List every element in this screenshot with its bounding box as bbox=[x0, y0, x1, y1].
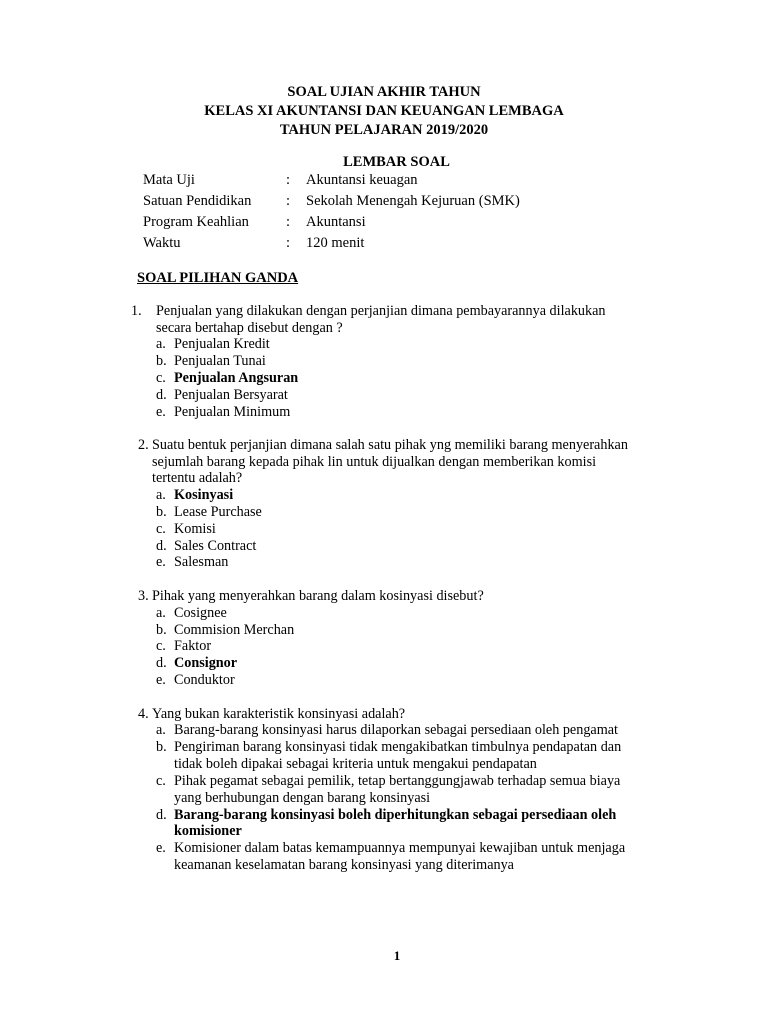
section-title: SOAL PILIHAN GANDA bbox=[137, 270, 299, 286]
academic-year: TAHUN PELAJARAN 2019/2020 bbox=[279, 122, 489, 138]
info-label: Waktu bbox=[143, 235, 181, 251]
option-letter: c. bbox=[156, 370, 166, 386]
option-text: Commision Merchan bbox=[174, 622, 295, 638]
option-text: Lease Purchase bbox=[174, 504, 262, 520]
question-number: 4. bbox=[138, 706, 149, 722]
option-text-answer: Kosinyasi bbox=[174, 487, 234, 503]
option-letter: e. bbox=[156, 554, 166, 570]
option-letter: d. bbox=[156, 387, 167, 403]
option-letter: b. bbox=[156, 353, 167, 369]
question-number: 2. bbox=[138, 437, 149, 453]
option-letter: d. bbox=[156, 807, 167, 823]
option-letter: c. bbox=[156, 521, 166, 537]
option-text: Penjualan Minimum bbox=[174, 404, 291, 420]
info-value: Akuntansi bbox=[306, 214, 366, 230]
option-text: Pihak pegamat sebagai pemilik, tetap bertanggungjawab terhadap semua biaya bbox=[174, 773, 621, 789]
info-value: 120 menit bbox=[306, 235, 365, 251]
info-colon: : bbox=[286, 214, 291, 230]
question-text: secara bertahap disebut dengan ? bbox=[156, 320, 343, 336]
option-letter: d. bbox=[156, 655, 167, 671]
option-text: tidak boleh dipakai sebagai kriteria untuk mengakui pendapatan bbox=[174, 756, 537, 772]
info-label: Mata Uji bbox=[143, 172, 195, 188]
option-text: Penjualan Kredit bbox=[174, 336, 270, 352]
class-title: KELAS XI AKUNTANSI DAN KEUANGAN LEMBAGA bbox=[204, 103, 564, 119]
option-letter: e. bbox=[156, 672, 166, 688]
option-text: Komisioner dalam batas kemampuannya mempunyai kewajiban untuk menjaga bbox=[174, 840, 626, 856]
option-letter: b. bbox=[156, 622, 167, 638]
exam-title: SOAL UJIAN AKHIR TAHUN bbox=[287, 84, 481, 100]
page-number: 1 bbox=[393, 948, 401, 963]
option-letter: d. bbox=[156, 538, 167, 554]
info-label: Satuan Pendidikan bbox=[143, 193, 252, 209]
question-number: 1. bbox=[131, 303, 142, 319]
option-letter: e. bbox=[156, 404, 166, 420]
option-text: yang berhubungan dengan barang konsinyasi bbox=[174, 790, 431, 806]
option-text-answer: Consignor bbox=[174, 655, 238, 671]
option-text: Barang-barang konsinyasi harus dilaporkan sebagai persediaan oleh pengamat bbox=[174, 722, 618, 738]
option-text: Sales Contract bbox=[174, 538, 257, 554]
info-colon: : bbox=[286, 172, 291, 188]
info-value: Akuntansi keuagan bbox=[306, 172, 418, 188]
question-text: Yang bukan karakteristik konsinyasi adalah? bbox=[152, 706, 406, 722]
option-letter: c. bbox=[156, 773, 166, 789]
option-letter: a. bbox=[156, 336, 166, 352]
option-text: Penjualan Bersyarat bbox=[174, 387, 288, 403]
question-text: sejumlah barang kepada pihak lin untuk dijualkan dengan memberikan komisi bbox=[152, 454, 597, 470]
option-letter: a. bbox=[156, 605, 166, 621]
info-colon: : bbox=[286, 235, 291, 251]
sheet-title: LEMBAR SOAL bbox=[343, 154, 450, 170]
info-label: Program Keahlian bbox=[143, 214, 249, 230]
option-text-answer: Penjualan Angsuran bbox=[174, 370, 299, 386]
option-text-answer: Barang-barang konsinyasi boleh diperhitungkan sebagai persediaan oleh bbox=[174, 807, 617, 823]
option-text: Pengiriman barang konsinyasi tidak mengakibatkan timbulnya pendapatan dan bbox=[174, 739, 622, 755]
question-text: Suatu bentuk perjanjian dimana salah satu pihak yng memiliki barang menyerahkan bbox=[152, 437, 628, 453]
option-text: Komisi bbox=[174, 521, 216, 537]
question-text: Pihak yang menyerahkan barang dalam kosinyasi disebut? bbox=[152, 588, 484, 604]
option-text: Conduktor bbox=[174, 672, 235, 688]
option-letter: b. bbox=[156, 739, 167, 755]
question-text: tertentu adalah? bbox=[152, 470, 243, 486]
option-text: keamanan keselamatan barang konsinyasi yang diterimanya bbox=[174, 857, 514, 873]
info-value: Sekolah Menengah Kejuruan (SMK) bbox=[306, 193, 520, 209]
option-letter: b. bbox=[156, 504, 167, 520]
question-text: Penjualan yang dilakukan dengan perjanjian dimana pembayarannya dilakukan bbox=[156, 303, 606, 319]
option-letter: e. bbox=[156, 840, 166, 856]
option-letter: c. bbox=[156, 638, 166, 654]
option-text: Salesman bbox=[174, 554, 229, 570]
option-text: Faktor bbox=[174, 638, 212, 654]
option-letter: a. bbox=[156, 722, 166, 738]
option-text: Penjualan Tunai bbox=[174, 353, 266, 369]
question-number: 3. bbox=[138, 588, 149, 604]
option-text: Cosignee bbox=[174, 605, 227, 621]
option-letter: a. bbox=[156, 487, 166, 503]
option-text-answer: komisioner bbox=[174, 823, 242, 839]
info-colon: : bbox=[286, 193, 291, 209]
